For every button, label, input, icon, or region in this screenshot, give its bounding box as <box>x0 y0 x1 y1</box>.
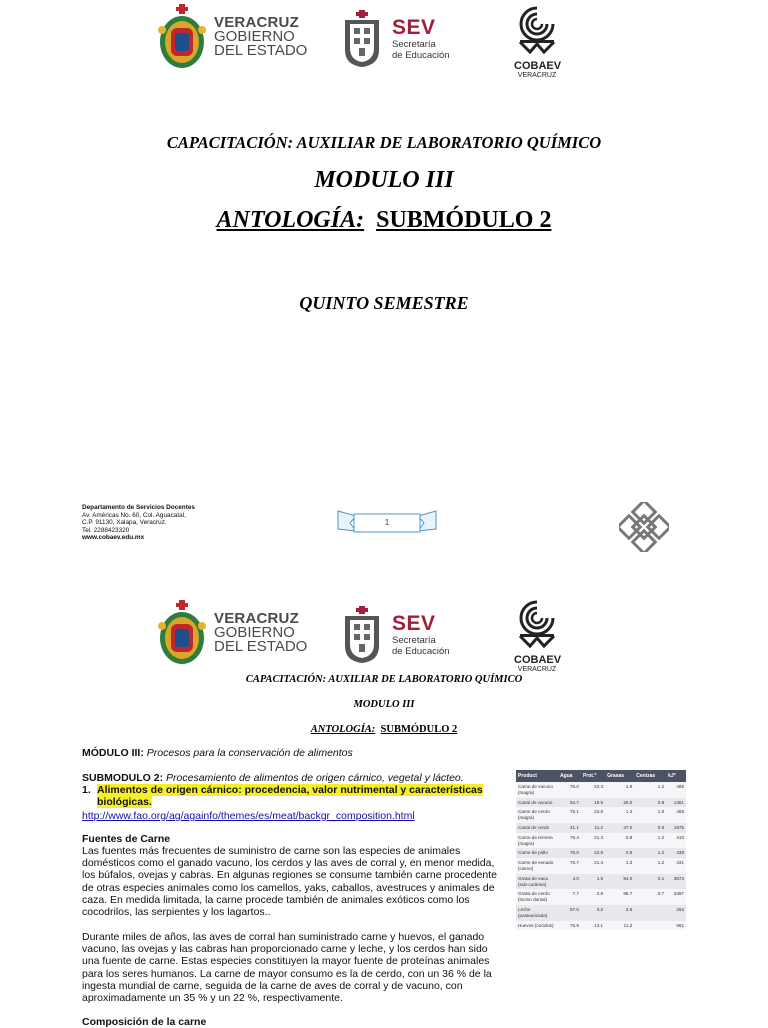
table-cell <box>634 905 666 921</box>
modulo-text: Procesos para la conservación de alimentos <box>146 747 353 759</box>
table-cell: Carne de cerdo (magra) <box>516 807 558 823</box>
table-cell: 410 <box>666 833 686 849</box>
table-cell: 28.0 <box>605 798 634 808</box>
page2-antologia <box>0 724 768 735</box>
table-cell: 75.1 <box>558 807 581 823</box>
table-row <box>516 858 686 874</box>
table-header: Grasas <box>605 770 634 782</box>
table-cell: 1.3 <box>605 858 634 874</box>
table-header: Prot.* <box>581 770 605 782</box>
sev-title: SEV <box>392 16 436 39</box>
cobaev-emblem-icon <box>514 6 560 56</box>
table-cell: Carne de pollo <box>516 848 558 858</box>
veracruz-line1: VERACRUZ <box>214 14 299 31</box>
cobaev-title: COBAEV <box>514 654 562 666</box>
cover-capacitacion: CAPACITACIÓN: AUXILIAR DE LABORATORIO QUÍMICO <box>166 133 602 152</box>
page-number: 1 <box>384 518 390 527</box>
table-cell: 75.7 <box>558 858 581 874</box>
veracruz-logo-2 <box>156 600 307 666</box>
table-cell: 0.8 <box>634 798 666 808</box>
nutrition-table <box>516 770 686 930</box>
table-cell: 7.7 <box>558 889 581 905</box>
table-cell: 439 <box>666 848 686 858</box>
table-cell: Canal de vacuno <box>516 798 558 808</box>
table-cell: 3.2 <box>581 905 605 921</box>
footer-tel: Tel. 2288423320 <box>82 526 130 534</box>
table-header: Product <box>516 770 558 782</box>
sev-line2: de Educación <box>392 646 450 657</box>
table-cell: Carne de ternera (magra) <box>516 833 558 849</box>
table-cell: 41.1 <box>558 823 581 833</box>
cobaev-subtitle: VERACRUZ <box>517 72 557 79</box>
cover-antologia-value: SUBMÓDULO 2 <box>376 207 552 233</box>
logo-row-page2 <box>0 600 768 676</box>
table-cell: Canal de cerdo <box>516 823 558 833</box>
page2-antologia-value: SUBMÓDULO 2 <box>380 724 458 735</box>
table-cell: 469 <box>666 807 686 823</box>
table-cell: 431 <box>666 858 686 874</box>
table-cell: 54.7 <box>558 798 581 808</box>
table-cell: 1975 <box>666 823 686 833</box>
table-body <box>516 782 686 930</box>
table-cell: 661 <box>666 921 686 931</box>
table-cell: Grasa de cerdo (tocino dorsal) <box>516 889 558 905</box>
page2-capacitacion: CAPACITACIÓN: AUXILIAR DE LABORATORIO QUÍMICO <box>245 674 523 685</box>
veracruz-crest-icon <box>156 600 208 666</box>
table-cell: 0.1 <box>634 874 666 890</box>
table-cell: 1.2 <box>634 858 666 874</box>
fuentes-heading: Fuentes de Carne <box>82 833 171 845</box>
table-cell: 87.6 <box>558 905 581 921</box>
table-cell: 75.0 <box>558 848 581 858</box>
composicion-heading: Composición de la carne <box>82 1016 207 1028</box>
page2-antologia-label: ANTOLOGÍA: <box>310 724 376 735</box>
cover-modulo: MODULO III <box>314 167 454 193</box>
sev-line1: Secretaría <box>392 39 436 50</box>
table-cell: 485 <box>666 782 686 798</box>
sev-crest-icon <box>342 10 382 68</box>
submodulo-line <box>82 772 506 784</box>
table-cell: Grasa de vaca (sub-cutánea) <box>516 874 558 890</box>
para-historia: Durante miles de años, las aves de corral han suministrado carne y huevos, el ganado vacuno, las ovejas y las cabras han proporcionado carne y leche, y los cerdos han sido una fuente de carne. Estas especies constituyen la mayor fuente de proteínas animales para los seres humanos. La carne de mayor consumo es la de cerdo, con un 36 % de la ingesta mundial de carne, seguida de la carne de aves de corral y de vacuno, con aproximadamente un 35 % y un 22 %, respectivamente. <box>82 931 492 1005</box>
table-cell: 1.5 <box>581 874 605 890</box>
sev-title: SEV <box>392 612 436 635</box>
table-row <box>516 889 686 905</box>
table-cell: 0.6 <box>634 823 666 833</box>
table-cell <box>634 921 666 931</box>
table-row <box>516 807 686 823</box>
veracruz-line3: DEL ESTADO <box>214 42 308 59</box>
table-cell: Carne de venado (ciervo) <box>516 858 558 874</box>
table-cell: 1.2 <box>634 833 666 849</box>
item-text-wrap <box>97 784 487 808</box>
cobaev-logo-2 <box>514 600 560 674</box>
table-cell: 0.8 <box>605 833 634 849</box>
sev-crest-icon <box>342 606 382 664</box>
list-item <box>82 784 506 808</box>
table-cell: 75.0 <box>558 782 581 798</box>
table-cell: 47.0 <box>605 823 634 833</box>
table-cell: 22.8 <box>581 848 605 858</box>
modulo-line <box>82 747 506 759</box>
table-row <box>516 874 686 890</box>
table-cell: 3.5 <box>605 905 634 921</box>
table-header-row <box>516 770 686 782</box>
table-cell: Leche (pasteurizada) <box>516 905 558 921</box>
table-cell: 1.2 <box>605 807 634 823</box>
footer-dept: Departamento de Servicios Docentes <box>82 504 195 511</box>
table-header: Cenizas <box>634 770 666 782</box>
table-cell: 22.3 <box>581 782 605 798</box>
table-cell: Carne de vacuno (magra) <box>516 782 558 798</box>
footer-addr2: C.P. 91130, Xalapa, Veracruz. <box>82 519 167 527</box>
veracruz-logo <box>156 4 307 70</box>
table-cell: 13.1 <box>581 921 605 931</box>
table-row <box>516 921 686 931</box>
table-cell: Huevos (cocidos) <box>516 921 558 931</box>
table-cell: 16.5 <box>581 798 605 808</box>
table-cell: 22.8 <box>581 807 605 823</box>
table-cell: 1.2 <box>634 782 666 798</box>
table-cell: 11.2 <box>581 823 605 833</box>
modulo-label: MÓDULO III: <box>82 747 144 759</box>
cover-antologia-label: ANTOLOGÍA: <box>216 207 365 233</box>
veracruz-line2: GOBIERNO <box>214 28 295 45</box>
table-cell: 76.4 <box>558 833 581 849</box>
page2-modulo: MODULO III <box>353 699 415 710</box>
item-text: Alimentos de origen cárnico: procedencia, valor nutrimental y características biológicas. <box>97 784 483 809</box>
source-link-wrap <box>82 810 506 822</box>
table-cell: 1.0 <box>634 807 666 823</box>
table-cell: 21.4 <box>581 858 605 874</box>
submodulo-text: Procesamiento de alimentos de origen cárnico, vegetal y lácteo. <box>166 772 464 784</box>
table-cell: 94.0 <box>605 874 634 890</box>
table-cell: 3573 <box>666 874 686 890</box>
table-row <box>516 782 686 798</box>
table-cell: 75.9 <box>558 921 581 931</box>
table-row <box>516 833 686 849</box>
cobaev-title: COBAEV <box>514 60 562 72</box>
logo-row-top <box>0 4 768 80</box>
sev-line2: de Educación <box>392 50 450 61</box>
table-header: kJ* <box>666 770 686 782</box>
table-cell: 88.7 <box>605 889 634 905</box>
knot-ornament <box>619 502 669 552</box>
knot-ornament-icon <box>619 502 669 552</box>
table-row <box>516 823 686 833</box>
veracruz-line2: GOBIERNO <box>214 624 295 641</box>
table-cell: 4.0 <box>558 874 581 890</box>
veracruz-line1: VERACRUZ <box>214 610 299 627</box>
table-cell: 1.2 <box>634 848 666 858</box>
cobaev-emblem-icon <box>514 600 560 650</box>
table-cell: 2.9 <box>581 889 605 905</box>
table-cell: 1.8 <box>605 782 634 798</box>
cobaev-subtitle: VERACRUZ <box>517 666 557 673</box>
table-cell: 264 <box>666 905 686 921</box>
sev-logo <box>342 10 450 68</box>
table-cell: 1351 <box>666 798 686 808</box>
cover-semestre: QUINTO SEMESTRE <box>299 293 469 313</box>
table-row <box>516 798 686 808</box>
submodulo-label: SUBMODULO 2: <box>82 772 164 784</box>
veracruz-crest-icon <box>156 4 208 70</box>
table-row <box>516 905 686 921</box>
para-fuentes: Las fuentes más frecuentes de suministro de carne son las especies de animales domésticos como el ganado vacuno, los cerdos y las aves de corral y, en menor medida, los búfalos, ovejas y cabras. En algunas regiones se consume también carne procedente de otras especies animales como los camellos, yaks, caballos, avestruces y animales de caza. En medida limitada, la carne procede también de animales exóticos como los cocodrilos, las serpientes y los lagartos.. <box>82 845 497 919</box>
table-cell: 0.9 <box>605 848 634 858</box>
cover-antologia <box>0 207 768 234</box>
veracruz-line3: DEL ESTADO <box>214 638 308 655</box>
table-cell: 21.3 <box>581 833 605 849</box>
footer-address <box>82 504 195 542</box>
footer-addr1: Av. Américas No. 60, Col. Aguacatal, <box>82 511 186 519</box>
sev-line1: Secretaría <box>392 635 436 646</box>
table-header: Agua <box>558 770 581 782</box>
cobaev-logo <box>514 6 560 80</box>
footer-web: www.cobaev.edu.mx <box>82 534 145 542</box>
table-cell: 3397 <box>666 889 686 905</box>
table-cell: 0.7 <box>634 889 666 905</box>
table-row <box>516 848 686 858</box>
sev-logo-2 <box>342 606 450 664</box>
item-number: 1. <box>82 784 91 796</box>
source-link[interactable]: http://www.fao.org/ag/againfo/themes/es/meat/backgr_composition.html <box>82 810 415 822</box>
page-number-ribbon <box>336 507 438 537</box>
table-cell: 11.2 <box>605 921 634 931</box>
